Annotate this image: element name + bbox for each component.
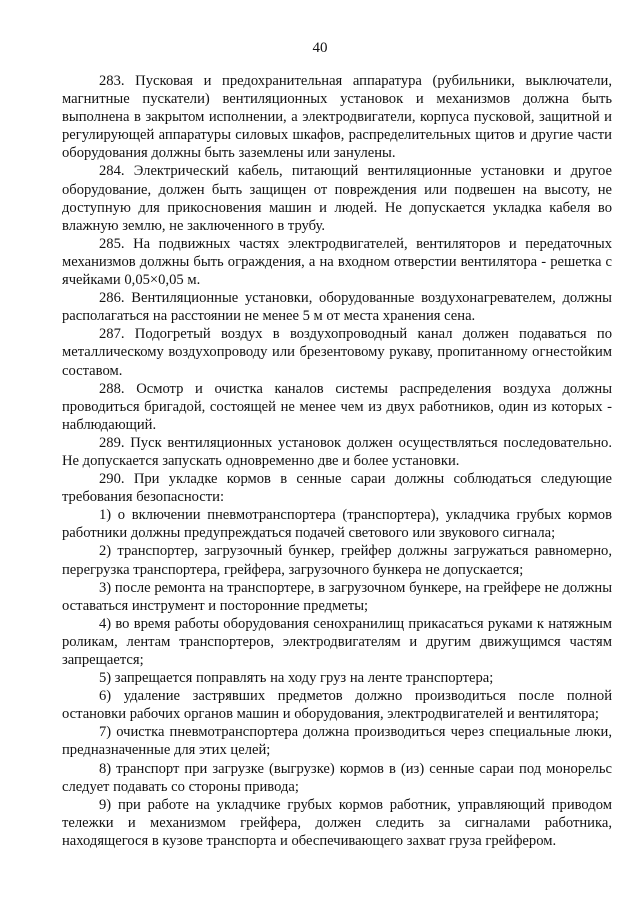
list-item-2: 2) транспортер, загрузочный бункер, грейфер должны загружаться равномерно, перегрузка транспортера, грейфера, загрузочного бункера не допускается;	[62, 543, 612, 578]
document-body	[62, 72, 612, 850]
list-item-5: 5) запрещается поправлять на ходу груз на ленте транспортера;	[99, 670, 494, 687]
paragraph-285: 285. На подвижных частях электродвигателей, вентиляторов и передаточных механизмов должны быть ограждения, а на входном отверстии вентилятора - решетка с ячейками 0,05×0,05 м.	[62, 235, 612, 289]
page-number: 40	[312, 40, 328, 56]
paragraph-289: 289. Пуск вентиляционных установок должен осуществляться последовательно. Не допускается запускать одновременно две и более установки.	[62, 434, 612, 469]
paragraph-287: 287. Подогретый воздух в воздухопроводный канал должен подаваться по металлическому воздухопроводу или брезентовому рукаву, пропитанному огнестойким составом.	[62, 326, 612, 379]
list-item-8: 8) транспорт при загрузке (выгрузке) кормов в (из) сенные сараи под монорельс следует подавать со стороны привода;	[62, 760, 612, 795]
paragraph-283: 283. Пусковая и предохранительная аппаратура (рубильники, выключатели, магнитные пускатели) вентиляционных установок и механизмов должна быть выполнена в закрытом исполнении, а электродвигатели, корпуса пусковой, защитной и регулирующей аппаратуры силовых шкафов, распределительных щитов и другие части оборудования должны быть заземлены или занулены.	[62, 73, 612, 162]
list-item-6: 6) удаление застрявших предметов должно производиться после полной остановки рабочих органов машин и оборудования, электродвигателей и вентилятора;	[62, 688, 612, 723]
list-item-1: 1) о включении пневмотранспортера (транспортера), укладчика грубых кормов работники должны предупреждаться подачей светового или звукового сигнала;	[62, 507, 612, 542]
paragraph-288: 288. Осмотр и очистка каналов системы распределения воздуха должны проводиться бригадой, состоящей не менее чем из двух работников, один из которых - наблюдающий.	[62, 380, 612, 433]
list-item-4: 4) во время работы оборудования сенохранилищ прикасаться руками к натяжным роликам, лентам транспортеров, электродвигателям и другим движущимся частям запрещается;	[62, 615, 612, 668]
list-item-9: 9) при работе на укладчике грубых кормов работник, управляющий приводом тележки и механизмом грейфера, должен следить за сигналами работника, находящегося в кузове транспорта и обеспечивающего захват груза грейфером.	[62, 796, 612, 849]
list-item-3: 3) после ремонта на транспортере, в загрузочном бункере, на грейфере не должны оставаться инструмент и посторонние предметы;	[62, 579, 612, 614]
paragraph-286: 286. Вентиляционные установки, оборудованные воздухонагревателем, должны располагаться на расстоянии не менее 5 м от места хранения сена.	[62, 290, 612, 325]
list-item-7: 7) очистка пневмотранспортера должна производиться через специальные люки, предназначенные для этих целей;	[62, 724, 612, 759]
paragraph-290: 290. При укладке кормов в сенные сараи должны соблюдаться следующие требования безопасности:	[62, 471, 612, 506]
paragraph-284: 284. Электрический кабель, питающий вентиляционные установки и другое оборудование, должен быть защищен от повреждения или подвешен на высоту, не доступную для прикосновения машин и людей. Не допускается укладка кабеля во влажную землю, не заключенного в трубу.	[62, 163, 612, 234]
